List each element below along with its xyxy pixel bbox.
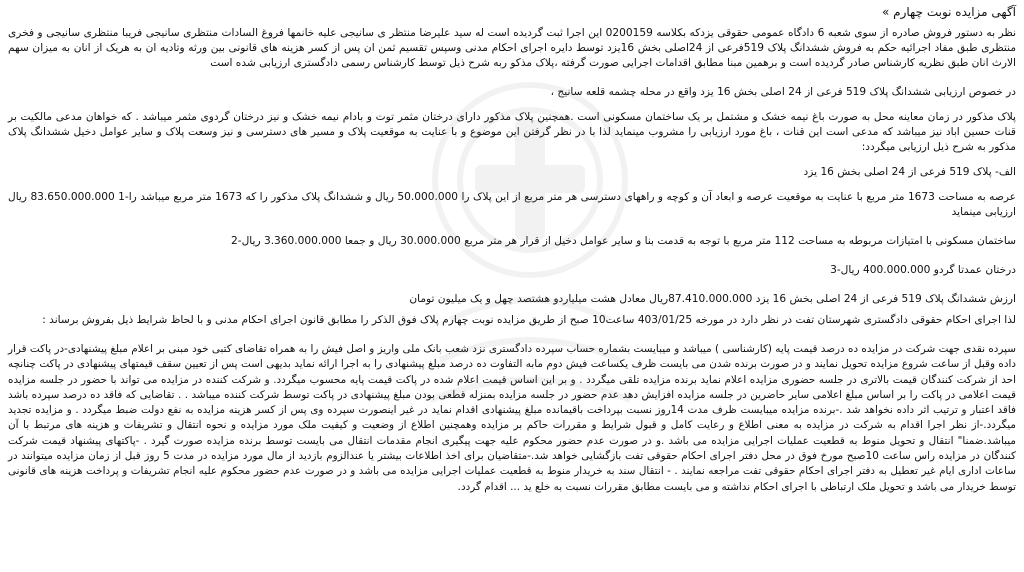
description-paragraph: پلاک مذکور در زمان معاینه محل به صورت باغ نیمه خشک و مشتمل بر یک ساختمان مسکونی است .همچنین پلاک مذکور دارای درختان مثمر توت و بادام نیمه خشک و نیز درختان گردوی مثمر میباشد . که خواهان مدعی مالکیت بر قنات حسین اباد نیز میباشد که مدعی است این قنات ، باغ مورد ارزیابی را مشروب مینماید لذا با در نظر گرفتن این موضوع و با عنایت به موقعیت پلاک و مسیر های دسترسی و نیز وسعت پلاک و سایر عوامل دخیل ششدانگ پلاک مذکور به شرح ذیل ارزیابی میگردد:: [8, 111, 1016, 153]
notice-title: آگهی مزایده نوبت چهارم »: [882, 5, 1016, 19]
intro-paragraph: نظر به دستور فروش صادره از سوی شعبه 6 دادگاه عمومی حقوقی یزدکه بکلاسه 0200159 این اجرا ثبت گردیده است له سید علیرضا منتظر ی سانیجی علیه خانمها فروغ السادات منتظری سانیجی فریبا منتظری سانیجی و فخری منتظری طبق مفاد اجرائیه حکم به فروش ششدانگ پلاک 519فرعی از 24اصلی بخش 16یزد توسط دایره اجرای احکام مدنی وسپس تقسیم ثمن ان پس از کسر هزینه های قانونی بین ورثه وتادیه ان به هریک از انان به میزان سهم الارث انان طبق نظریه کارشناس صادر گردیده است و برهمین مبنا مطابق اقدامات اجرایی صورت گرفته ،پلاک مذکو ربه شرح ذیل توسط کارشناس رسمی دادگستری ارزیابی شده است: [8, 27, 1017, 69]
auction-announcement-paragraph: لذا اجرای احکام حقوقی دادگستری شهرستان تفت در نظر دارد در مورخه 403/01/25 ساعت10 صبح از طریق مزایده نوبت چهارم پلاک فوق الذکر را مطابق قانون اجرای احکام مدنی و با لحاظ شرایط ذیل بفروش برساند :: [42, 314, 1016, 326]
land-valuation-paragraph: عرصه به مساحت 1673 متر مربع با عنایت به موقعیت عرصه و ابعاد آن و کوچه و راههای دسترسی هر متر مربع از این پلاک را 50.000.000 ریال و ششدانگ پلاک مذکور را که 1673 متر مربع میباشد را-1 83.650.000.000 ریال ارزیابی مینماید: [8, 191, 1017, 218]
trees-valuation-paragraph: درختان عمدتا گردو 400.000.000 ریال-3: [830, 264, 1016, 276]
total-valuation-paragraph: ارزش ششدانگ پلاک 519 فرعی از 24 اصلی بخش 16 یزد 87.410.000.000ریال معادل هشت میلیاردو هشتصد چهل و یک میلیون تومان: [409, 293, 1016, 305]
building-valuation-paragraph: ساختمان مسکونی با امتیازات مربوطه به مساحت 112 متر مربع با توجه به قدمت بنا و سایر عوامل دخیل از قرار هر متر مربع 30.000.000 ریال و جمعا 3.360.000.000 ریال-2: [231, 235, 1016, 247]
item-a-heading: الف- پلاک 519 فرعی از 24 اصلی بخش 16 یزد: [803, 166, 1016, 178]
auction-conditions-paragraph: سپرده نقدی جهت شرکت در مزایده ده درصد قیمت پایه (کارشناسی ) میباشد و میبایست بشماره حساب سپرده دادگستری نزد شعب بانک ملی واریز و اصل فیش را به همراه تقاضای کتبی خود مبنی بر اعلام مبلغ پیشنهادی-در پاکت قرار داده وقبل از ساعت شروع مزایده تحویل نمایند و در صورت برنده شدن می بایست ظرف یکساعت فیش دوم مابه التفاوت ده درصد مبلغ پیشنهادی را به اجرا ارائه نماید بدیهی است پس از تعیین سقف قیمتهای پیشنهادی در پاکت چنانچه احد از شرکت کنندگان قیمت بالاتری در جلسه حضوری مزایده اعلام نماید برنده مزایده تلقی میگردد . و بر این اساس قیمت اعلام شده در پاکت قیمت پایه محسوب میگردد. و شرکت کننده در مزایده می تواند با حضور در جلسه مزایده قیمت اعلامی در پاکت را بر اساس مبلغ اعلامی سایر حاضرین در جلسه مزایده افزایش دهد عدم حضور در جلسه مزایده بمنزله قطعی بودن مبلغ پیشنهادی در پاکت توسط شرکت کننده میباشد . . تقاضایی که فاقد ده درصد سپرده باشد فاقد اعتبار و ترتیب اثر داده نخواهد شد .-برنده مزایده میبایست ظرف مدت 14روز نسبت بپرداخت باقیمانده مبلغ پیشنهادی اقدام نماید در غیر اینصورت سپرده وی پس از کسر هزینه مزایده به نفع دولت ضبط میگردد . و مزایده تجدید میگردد.-از نظر اجرا اقدام به شرکت در مزایده به معنی اطلاع و رعایت کامل و قبول شرایط و مقررات حاکم بر مزایده وهمچنین اطلاع از وضعیت و کیفیت ملک مورد مزایده و نحوه انتقال و تشریفات و هزینه های مرتبط با آن میباشد.ضمنا" انتقال و تحویل منوط به قطعیت عملیات اجرایی مزایده می باشد .و در صورت عدم حضور محکوم علیه جهت پیگیری انجام مقدمات انتقال می بایست توسط برنده مزایده صورت گیرد . -پاکتهای پیشنهاد قیمت شرکت کنندگان در مزایده راس ساعت 10صبح مورخ فوق در محل دفتر اجرای احکام حقوقی تفت بازگشایی خواهد شد.-متقاضیان برای اخذ اطلاعات بیشتر یا عندالزوم بازدید از مال مورد مزایده در مدت 5 روز قبل از زمان مزایده میتوانند در ساعات اداری ایام غیر تعطیل به دفتر اجرای احکام حقوقی تفت مراجعه نمایند . - انتقال سند به خریدار منوط به قطعیت عملیات اجرایی مزایده می باشد و در صورت عدم حضور محکوم علیه انجام تشریفات و پرداخت هزینه های قانونی توسط خریدار می باشد و تحویل ملک ارتباطی با اجرای احکام نداشته و می بایست مطابق مقررات نسبت به خلع ید ... اقدام گردد.: [8, 343, 1016, 493]
subject-paragraph: در خصوص ارزیابی ششدانگ پلاک 519 فرعی از 24 اصلی بخش 16 یزد واقع در محله چشمه قلعه سانیج ،: [550, 86, 1016, 98]
